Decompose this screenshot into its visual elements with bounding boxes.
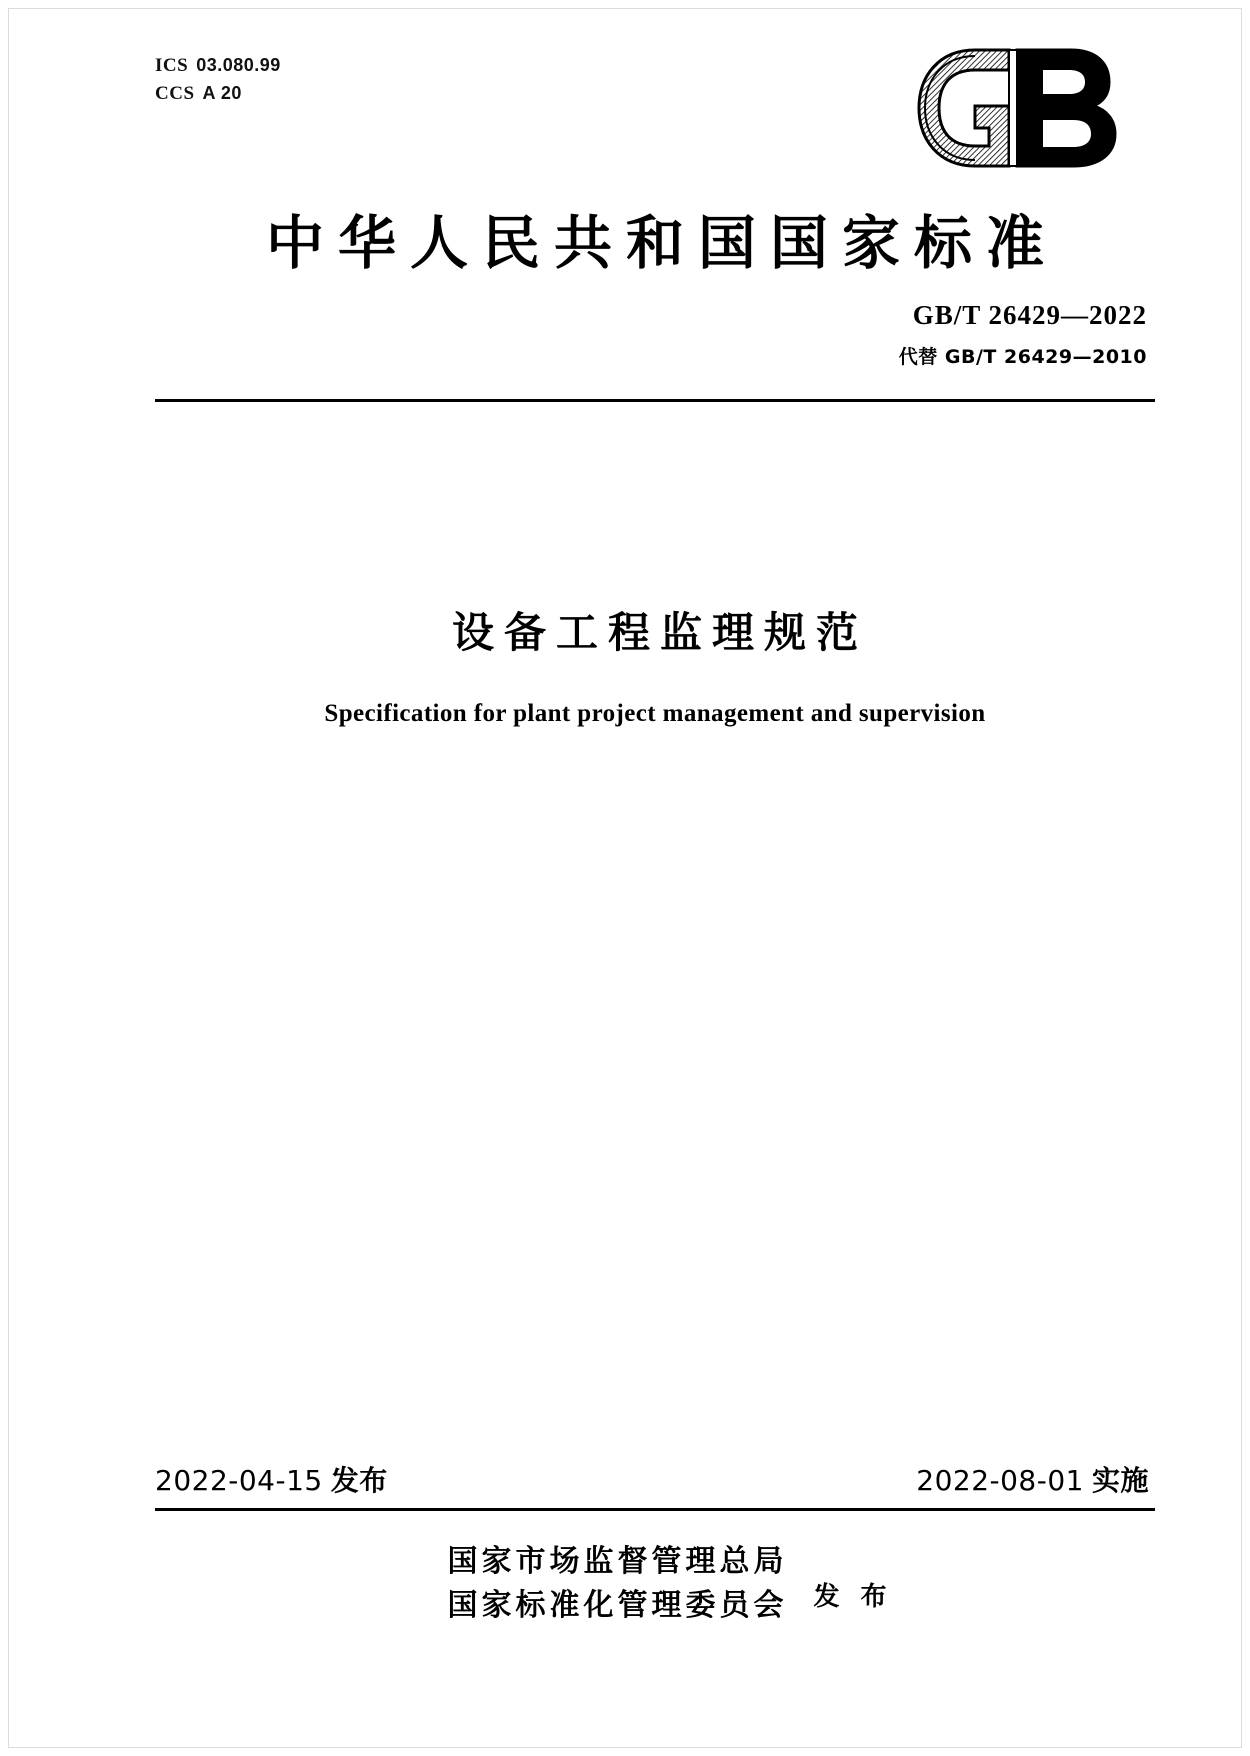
footer-divider	[155, 1508, 1155, 1511]
header-divider	[155, 399, 1155, 402]
document-title-en: Specification for plant project management and supervision	[324, 700, 986, 727]
publisher-names	[447, 1540, 787, 1627]
cover-content	[155, 0, 1155, 1756]
classification-codes	[155, 52, 281, 107]
implementation-date-value: 2022-08-01	[916, 1464, 1084, 1497]
ccs-value: A 20	[202, 82, 242, 103]
ccs-code-row	[155, 80, 281, 108]
standard-number: GB/T 26429—2022	[912, 300, 1147, 330]
national-standard-title: 中华人民共和国国家标准	[265, 209, 1058, 277]
ics-label: ICS	[155, 55, 189, 76]
publisher-line-1: 国家市场监督管理总局	[447, 1544, 788, 1579]
ccs-label: CCS	[155, 82, 195, 104]
implementation-date-label: 实施	[1091, 1464, 1149, 1497]
gb-emblem-icon	[905, 40, 1145, 175]
document-title-cn: 设备工程监理规范	[451, 608, 868, 657]
standard-replaces: 代替 GB/T 26429—2010	[898, 346, 1147, 368]
ics-value: 03.080.99	[196, 55, 281, 75]
publisher-block	[155, 1540, 1155, 1627]
publisher-verb: 发 布	[813, 1582, 893, 1612]
issue-date	[155, 1459, 388, 1499]
ics-code-row	[155, 52, 281, 80]
issue-date-value: 2022-04-15	[155, 1464, 323, 1497]
issue-date-label: 发布	[330, 1464, 388, 1497]
publisher-line-2: 国家标准化管理委员会	[447, 1587, 788, 1623]
implementation-date	[916, 1459, 1149, 1499]
